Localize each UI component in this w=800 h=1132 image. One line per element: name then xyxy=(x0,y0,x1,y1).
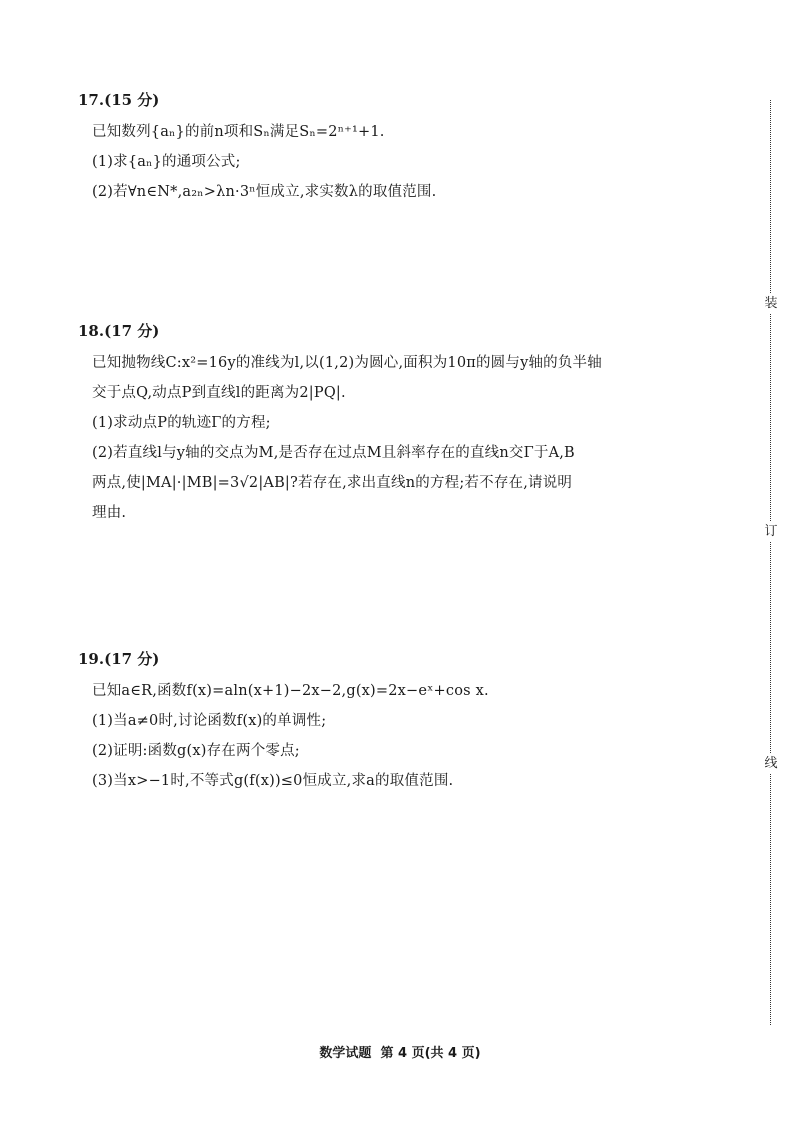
sub-question-3: (3)当x>−1时,不等式g(f(x))≤0恒成立,求a的取值范围. xyxy=(92,773,454,789)
problem-statement: 已知数列{aₙ}的前n项和Sₙ满足Sₙ=2ⁿ⁺¹+1. xyxy=(92,124,385,140)
problem-statement-cont: 交于点Q,动点P到直线l的距离为2|PQ|. xyxy=(92,385,346,401)
problem-header: 18.(17 分) xyxy=(78,322,160,340)
binding-mark-top: 装 xyxy=(764,294,778,314)
problem-statement: 已知a∈R,函数f(x)=aln(x+1)−2x−2,g(x)=2x−eˣ+cos x. xyxy=(92,683,489,699)
problem-header: 19.(17 分) xyxy=(78,650,160,668)
sub-question-2-cont: 两点,使|MA|·|MB|=3√2|AB|?若存在,求出直线n的方程;若不存在,请说明 xyxy=(92,475,573,491)
binding-mark-middle: 订 xyxy=(764,522,778,542)
sub-question-2-cont: 理由. xyxy=(92,505,127,521)
sub-question-1: (1)求{aₙ}的通项公式; xyxy=(92,154,241,170)
sub-question-2: (2)若直线l与y轴的交点为M,是否存在过点M且斜率存在的直线n交Γ于A,B xyxy=(92,445,575,461)
page-footer: 数学试题 第 4 页(共 4 页) xyxy=(319,1046,481,1061)
binding-dotted-line xyxy=(770,100,771,1025)
problem-header: 17.(15 分) xyxy=(78,91,160,109)
problem-statement: 已知抛物线C:x²=16y的准线为l,以(1,2)为圆心,面积为10π的圆与y轴的负半轴 xyxy=(92,355,602,371)
binding-mark-bottom: 线 xyxy=(764,754,778,774)
sub-question-1: (1)当a≠0时,讨论函数f(x)的单调性; xyxy=(92,713,327,729)
sub-question-1: (1)求动点P的轨迹Γ的方程; xyxy=(92,415,271,431)
problem-18 xyxy=(78,320,738,528)
sub-question-2: (2)若∀n∈N*,a₂ₙ>λn·3ⁿ恒成立,求实数λ的取值范围. xyxy=(92,184,437,200)
sub-question-2: (2)证明:函数g(x)存在两个零点; xyxy=(92,743,300,759)
problem-17 xyxy=(78,89,738,207)
problem-19 xyxy=(78,648,738,796)
